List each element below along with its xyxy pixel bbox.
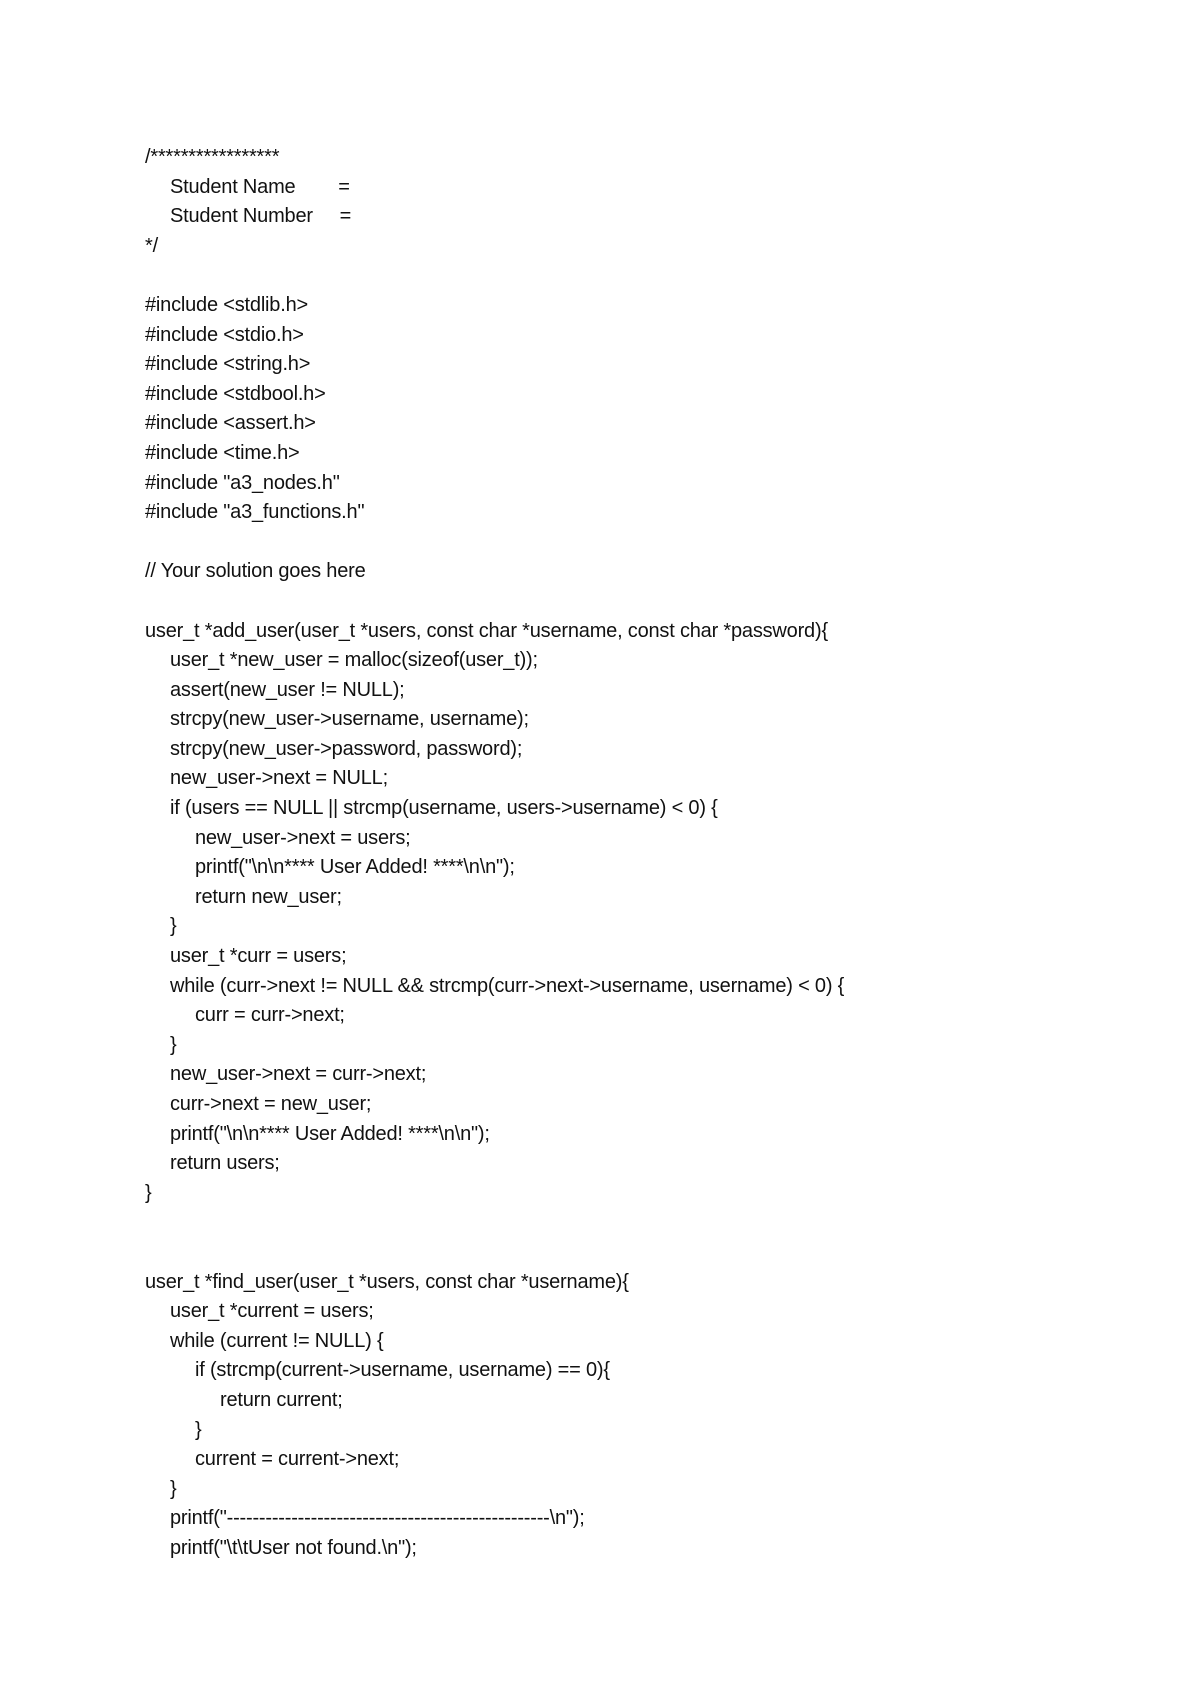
code-line: Student Number = bbox=[170, 205, 352, 228]
code-line: curr->next = new_user; bbox=[170, 1093, 372, 1115]
code-line: } bbox=[170, 1033, 177, 1056]
code-line: new_user->next = curr->next; bbox=[170, 1063, 427, 1086]
code-line: #include <stdbool.h> bbox=[145, 382, 326, 405]
code-line: } bbox=[170, 915, 177, 938]
code-line: user_t *new_user = malloc(sizeof(user_t)); bbox=[170, 649, 538, 672]
code-line: #include <stdlib.h> bbox=[145, 293, 308, 316]
code-line: strcpy(new_user->password, password); bbox=[170, 737, 523, 760]
code-line: return new_user; bbox=[195, 885, 342, 908]
code-line: printf("\t\tUser not found.\n"); bbox=[170, 1536, 417, 1559]
code-line: #include <time.h> bbox=[145, 441, 300, 464]
code-line: #include <string.h> bbox=[145, 353, 311, 376]
code-line: return users; bbox=[170, 1152, 280, 1175]
code-line: current = current->next; bbox=[195, 1448, 400, 1471]
code-line: new_user->next = NULL; bbox=[170, 767, 388, 790]
code-line: user_t *curr = users; bbox=[170, 945, 347, 968]
code-line: while (curr->next != NULL && strcmp(curr->next->username, username) < 0) { bbox=[170, 974, 845, 997]
code-line: user_t *current = users; bbox=[170, 1300, 374, 1323]
code-line: #include "a3_nodes.h" bbox=[145, 471, 340, 494]
blank-line bbox=[145, 587, 844, 617]
blank-line bbox=[145, 1238, 844, 1268]
code-line: if (users == NULL || strcmp(username, users->username) < 0) { bbox=[170, 797, 718, 820]
code-line: #include <stdio.h> bbox=[145, 323, 304, 346]
code-line: curr = curr->next; bbox=[195, 1004, 345, 1027]
code-line: user_t *find_user(user_t *users, const char *username){ bbox=[145, 1270, 629, 1293]
code-line: strcpy(new_user->username, username); bbox=[170, 708, 529, 731]
code-listing bbox=[145, 143, 844, 1564]
code-line: } bbox=[145, 1181, 152, 1204]
code-line: #include "a3_functions.h" bbox=[145, 501, 365, 524]
blank-line bbox=[145, 261, 844, 291]
code-line: Student Name = bbox=[170, 175, 350, 198]
code-line: new_user->next = users; bbox=[195, 826, 411, 849]
code-line: // Your solution goes here bbox=[145, 560, 366, 583]
code-line: /***************** bbox=[145, 146, 280, 168]
blank-line bbox=[145, 1208, 844, 1238]
code-line: } bbox=[195, 1418, 202, 1441]
code-line: printf("--------------------------------------------------\n"); bbox=[170, 1507, 585, 1530]
code-line: #include <assert.h> bbox=[145, 412, 316, 435]
code-line: assert(new_user != NULL); bbox=[170, 678, 405, 701]
code-line: while (current != NULL) { bbox=[170, 1329, 384, 1352]
code-line: user_t *add_user(user_t *users, const char *username, const char *password){ bbox=[145, 619, 828, 642]
code-line: return current; bbox=[220, 1388, 343, 1411]
code-line: } bbox=[170, 1477, 177, 1500]
code-line: if (strcmp(current->username, username) == 0){ bbox=[195, 1359, 610, 1382]
code-line: printf("\n\n**** User Added! ****\n\n"); bbox=[170, 1122, 490, 1145]
code-line: */ bbox=[145, 234, 158, 257]
code-line: printf("\n\n**** User Added! ****\n\n"); bbox=[195, 856, 515, 879]
blank-line bbox=[145, 528, 844, 558]
